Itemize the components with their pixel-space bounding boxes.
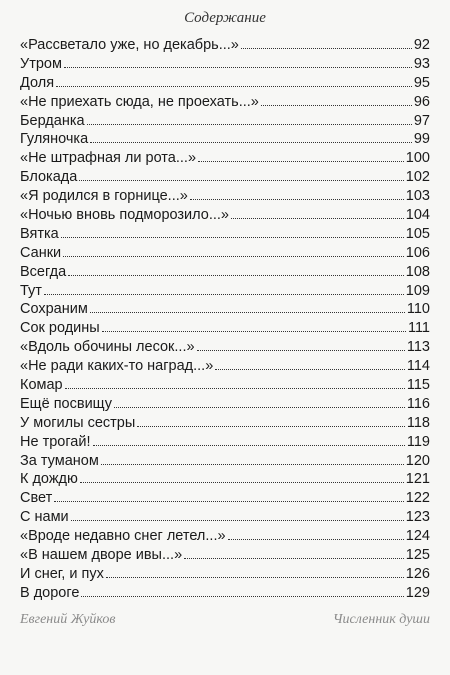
toc-entry bbox=[20, 300, 430, 319]
dot-leader bbox=[261, 105, 412, 106]
dot-leader bbox=[56, 86, 412, 87]
toc-entry bbox=[20, 470, 430, 489]
toc-entry-title: Доля bbox=[20, 74, 55, 91]
toc-entry-title: За туманом bbox=[20, 452, 99, 469]
toc-entry bbox=[20, 338, 430, 357]
toc-entry-page: 99 bbox=[413, 131, 430, 148]
toc-entry bbox=[20, 244, 430, 263]
toc-entry-page: 104 bbox=[405, 207, 430, 224]
toc-entry bbox=[20, 414, 430, 433]
dot-leader bbox=[80, 482, 404, 483]
toc-entry bbox=[20, 168, 430, 187]
dot-leader bbox=[137, 426, 405, 427]
dot-leader bbox=[190, 199, 404, 200]
toc-entry bbox=[20, 130, 430, 149]
toc-entry-title: «Не штрафная ли рота...» bbox=[20, 150, 197, 167]
toc-entry-page: 103 bbox=[405, 188, 430, 205]
dot-leader bbox=[184, 558, 404, 559]
toc-entry-title: Утром bbox=[20, 55, 62, 72]
toc-entry bbox=[20, 584, 430, 603]
toc-entry bbox=[20, 319, 430, 338]
toc-entry-page: 122 bbox=[405, 490, 430, 507]
dot-leader bbox=[63, 256, 404, 257]
dot-leader bbox=[231, 218, 404, 219]
toc-entry bbox=[20, 55, 430, 74]
toc-entry-title: Ещё посвищу bbox=[20, 395, 113, 412]
toc-entry-page: 95 bbox=[413, 74, 430, 91]
toc-entry-page: 92 bbox=[413, 37, 430, 53]
toc-entry bbox=[20, 357, 430, 376]
dot-leader bbox=[65, 388, 405, 389]
dot-leader bbox=[87, 124, 412, 125]
toc-entry bbox=[20, 36, 430, 55]
toc-entry-page: 120 bbox=[405, 452, 430, 469]
toc-entry-page: 121 bbox=[405, 471, 430, 488]
toc-entry-title: «Я родился в горнице...» bbox=[20, 188, 188, 205]
toc-entry-page: 115 bbox=[406, 377, 430, 394]
toc-entry-page: 113 bbox=[406, 339, 430, 356]
page-header bbox=[0, 10, 450, 27]
toc-entry-title: «В нашем дворе ивы...» bbox=[20, 547, 183, 564]
dot-leader bbox=[197, 350, 405, 351]
toc-entry-title: Не трогай! bbox=[20, 433, 91, 450]
toc-entry-title: Берданка bbox=[20, 112, 85, 129]
footer-book-title: Численник души bbox=[332, 612, 430, 627]
toc-entry bbox=[20, 74, 430, 93]
toc-entry-title: Всегда bbox=[20, 263, 67, 280]
toc-entry-title: «Не приехать сюда, не проехать...» bbox=[20, 93, 259, 110]
toc-entry-title: Блокада bbox=[20, 169, 78, 186]
contents-heading: Содержание bbox=[184, 10, 266, 26]
toc-entry-title: «Вроде недавно снег летел...» bbox=[20, 528, 226, 545]
toc-entry-title: «Рассветало уже, но декабрь...» bbox=[20, 37, 239, 53]
dot-leader bbox=[61, 237, 404, 238]
dot-leader bbox=[90, 312, 405, 313]
dot-leader bbox=[79, 180, 404, 181]
dot-leader bbox=[114, 407, 405, 408]
dot-leader bbox=[198, 161, 404, 162]
dot-leader bbox=[106, 577, 404, 578]
dot-leader bbox=[215, 369, 405, 370]
toc-entry-title: Комар bbox=[20, 377, 63, 394]
toc-entry bbox=[20, 282, 430, 301]
dot-leader bbox=[93, 445, 405, 446]
toc-entry bbox=[20, 433, 430, 452]
toc-entry bbox=[20, 206, 430, 225]
toc-entry bbox=[20, 376, 430, 395]
toc-entry-title: «Не ради каких-то наград...» bbox=[20, 358, 214, 375]
toc-entry-page: 108 bbox=[405, 263, 430, 280]
toc-entry-page: 111 bbox=[407, 320, 430, 337]
dot-leader bbox=[90, 142, 412, 143]
toc-entry-page: 124 bbox=[405, 528, 430, 545]
toc-entry-page: 100 bbox=[405, 150, 430, 167]
dot-leader bbox=[101, 464, 404, 465]
dot-leader bbox=[44, 294, 404, 295]
toc-entry-page: 102 bbox=[405, 169, 430, 186]
toc-entry-page: 123 bbox=[405, 509, 430, 526]
table-of-contents bbox=[20, 36, 430, 603]
toc-entry bbox=[20, 112, 430, 131]
toc-entry-title: «Ночью вновь подморозило...» bbox=[20, 207, 229, 224]
toc-entry-page: 105 bbox=[405, 225, 430, 242]
toc-entry-title: С нами bbox=[20, 509, 69, 526]
dot-leader bbox=[68, 275, 404, 276]
toc-entry bbox=[20, 93, 430, 112]
toc-entry-page: 114 bbox=[406, 358, 430, 375]
toc-entry-title: И снег, и пух bbox=[20, 565, 104, 582]
toc-entry bbox=[20, 489, 430, 508]
toc-entry-title: Сок родины bbox=[20, 320, 100, 337]
dot-leader bbox=[71, 520, 404, 521]
dot-leader bbox=[64, 67, 412, 68]
toc-entry-title: «Вдоль обочины лесок...» bbox=[20, 339, 195, 356]
toc-entry bbox=[20, 508, 430, 527]
toc-entry-page: 119 bbox=[406, 433, 430, 450]
toc-entry-title: Сохраним bbox=[20, 301, 88, 318]
toc-entry bbox=[20, 546, 430, 565]
toc-entry-page: 116 bbox=[406, 395, 430, 412]
dot-leader bbox=[241, 48, 412, 49]
dot-leader bbox=[228, 539, 404, 540]
page-footer bbox=[20, 612, 430, 628]
toc-entry-page: 118 bbox=[406, 414, 430, 431]
toc-entry-page: 126 bbox=[405, 565, 430, 582]
dot-leader bbox=[54, 501, 404, 502]
toc-entry-page: 96 bbox=[413, 93, 430, 110]
toc-entry-page: 129 bbox=[405, 584, 430, 601]
toc-entry-title: Санки bbox=[20, 244, 62, 261]
toc-entry-page: 125 bbox=[405, 547, 430, 564]
toc-entry bbox=[20, 395, 430, 414]
toc-entry bbox=[20, 263, 430, 282]
toc-entry-page: 109 bbox=[405, 282, 430, 299]
toc-entry-page: 110 bbox=[406, 301, 430, 318]
toc-entry-title: Свет bbox=[20, 490, 53, 507]
toc-entry bbox=[20, 452, 430, 471]
toc-entry-title: В дороге bbox=[20, 584, 80, 601]
toc-entry-title: У могилы сестры bbox=[20, 414, 136, 431]
toc-entry bbox=[20, 527, 430, 546]
toc-entry bbox=[20, 565, 430, 584]
toc-entry bbox=[20, 149, 430, 168]
dot-leader bbox=[102, 331, 406, 332]
toc-entry-title: Тут bbox=[20, 282, 42, 299]
dot-leader bbox=[81, 596, 403, 597]
toc-entry-title: Вятка bbox=[20, 225, 59, 242]
toc-entry-title: К дождю bbox=[20, 471, 78, 488]
toc-entry bbox=[20, 225, 430, 244]
toc-entry-title: Гуляночка bbox=[20, 131, 89, 148]
toc-entry-page: 93 bbox=[413, 55, 430, 72]
footer-author: Евгений Жуйков bbox=[20, 612, 116, 627]
toc-entry bbox=[20, 187, 430, 206]
toc-entry-page: 106 bbox=[405, 244, 430, 261]
toc-entry-page: 97 bbox=[413, 112, 430, 129]
